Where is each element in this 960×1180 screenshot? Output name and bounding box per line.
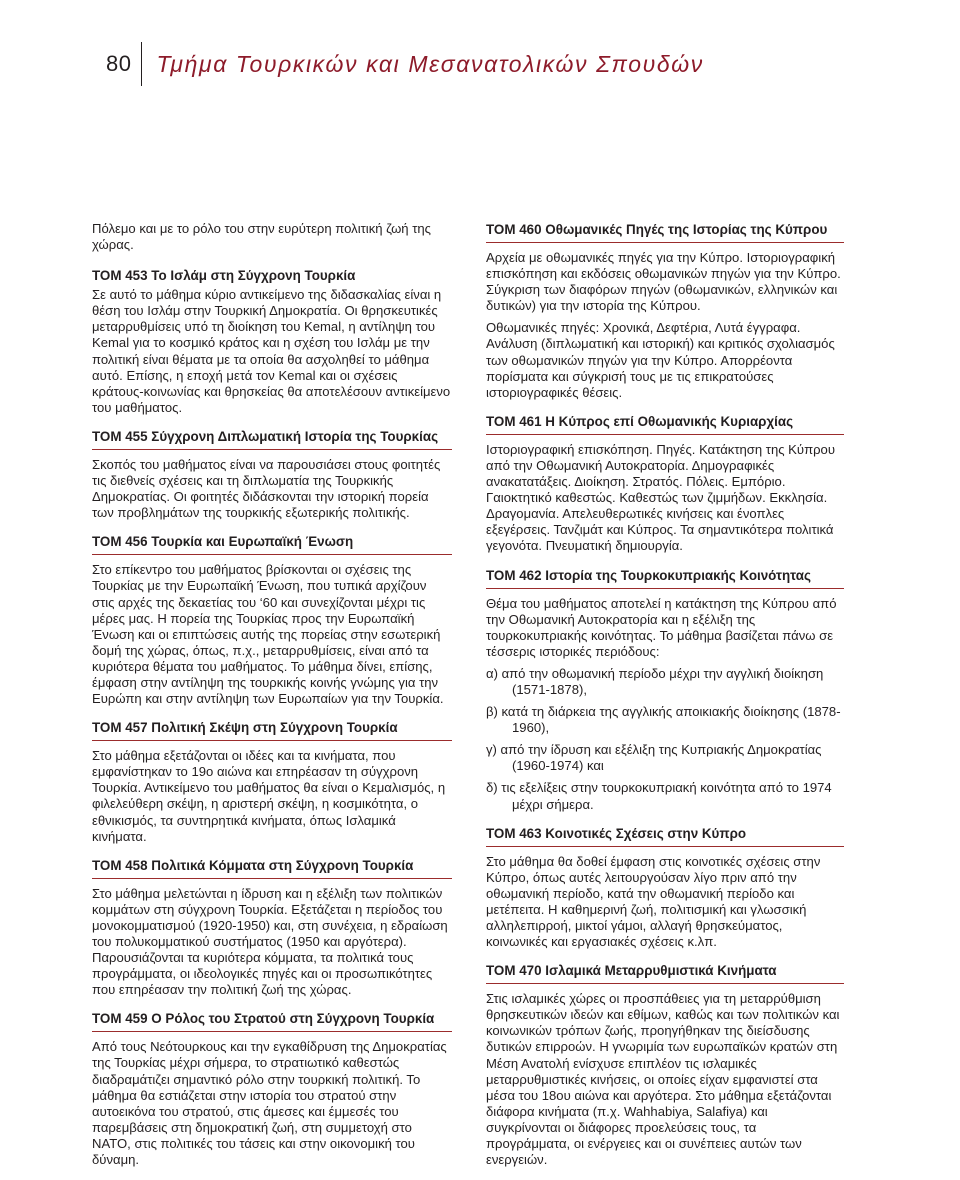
course-heading: ΤΟΜ 460 Οθωμανικές Πηγές της Ιστορίας της Κύπρου: [486, 221, 844, 243]
course-tom-453: [92, 267, 452, 416]
course-tom-456: [92, 533, 452, 707]
page-title: Τμήμα Τουρκικών και Μεσανατολικών Σπουδών: [156, 50, 704, 77]
course-paragraph: Αρχεία με οθωμανικές πηγές για την Κύπρο. Ιστοριογραφική επισκόπηση και εκδόσεις οθωμανικών πηγών για την Κύπρο. Σύγκριση των διαφόρων πηγών (οθωμανικών, ελληνικών και δυτικών) για την ιστορία της Κύπρου.: [486, 250, 841, 314]
course-tom-459: [92, 1010, 452, 1168]
course-tom-458: [92, 857, 452, 999]
course-tom-463: [486, 825, 844, 951]
course-paragraph: Θέμα του μαθήματος αποτελεί η κατάκτηση της Κύπρου από την Οθωμανική Αυτοκρατορία και η εξέλιξη της τουρκοκυπριακής κοινότητας. Το μάθημα βασίζεται πάνω σε τέσσερις ιστορικές περιόδους:: [486, 595, 837, 659]
intro-paragraph: Πόλεμο και με το ρόλο του στην ευρύτερη πολιτική ζωή της χώρας.: [92, 221, 431, 253]
course-paragraph: Στο επίκεντρο του μαθήματος βρίσκονται οι σχέσεις της Τουρκίας με την Ευρωπαϊκή Ένωση, που τυπικά αρχίζουν στις αρχές της δεκαετίας του ‘60 και συνεχίζονται μέχρι τις μέρες μας. Η πορεία της Τουρκίας προς την Ευρωπαϊκή Ένωση και οι επιπτώσεις αυτής της πορείας στην εσωτερική δομή της χώρας, όπως, π.χ., μεταρρυθμίσεις, είναι από τα κυριότερα θέματα του μαθήματος. Το μάθημα δίνει, επίσης, έμφαση στην αντίληψη της τουρκικής κοινής γνώμης για την Ευρώπη και στην αντίληψη των Ευρωπαίων για την Τουρκία.: [92, 562, 444, 707]
course-heading: ΤΟΜ 456 Τουρκία και Ευρωπαϊκή Ένωση: [92, 533, 452, 555]
course-heading: ΤΟΜ 461 Η Κύπρος επί Οθωμανικής Κυριαρχίας: [486, 413, 844, 435]
period-list-item: β) κατά τη διάρκεια της αγγλικής αποικιακής διοίκησης (1878-1960),: [486, 704, 841, 736]
course-tom-457: [92, 719, 452, 845]
course-tom-461: [486, 413, 844, 555]
course-paragraph: Από τους Νεότουρκους και την εγκαθίδρυση της Δημοκρατίας της Τουρκίας μέχρι σήμερα, το στρατιωτικό καθεστώς διαδραμάτιζει σημαντικό ρόλο στην τουρκική πολιτική. Το μάθημα θα εστιάζεται στην ιστορία του στρατού στην αυτοεικόνα του στρατού, στις άμεσες και έμμεσές του παρεμβάσεις στη δημοκρατική ζωή, στη συμμετοχή στο ΝΑΤΟ, στις πολιτικές του τάσεις και στην οικονομική του δύναμη.: [92, 1039, 447, 1168]
course-paragraph: Στο μάθημα μελετώνται η ίδρυση και η εξέλιξη των πολιτικών κομμάτων στη σύγχρονη Τουρκία. Εξετάζεται η περίοδος του μονοκομματισμού (1920-1950) και, στη συνέχεια, η εδραίωση του πολυκομματικού συστήματος (1950 και αργότερα). Παρουσιάζονται τα κυριότερα κόμματα, τα πολιτικά τους προγράμματα, οι ιδεολογικές πηγές και οι προσωπικότητες που επηρέασαν την πολιτική ζωή της χώρας.: [92, 885, 448, 998]
course-tom-470: [486, 962, 844, 1168]
period-list-item: δ) τις εξελίξεις στην τουρκοκυπριακή κοινότητα από το 1974 μέχρι σήμερα.: [486, 780, 832, 812]
right-column: [486, 221, 844, 1180]
left-column: [92, 221, 452, 1180]
header-divider: [141, 42, 142, 86]
course-paragraph: Σε αυτό το μάθημα κύριο αντικείμενο της διδασκαλίας είναι η θέση του Ισλάμ στην Τουρκική Δημοκρατία. Οι θρησκευτικές μεταρρυθμίσεις υπό τη διοίκηση του Kemal, η αντίληψη του Kemal για το κοσμικό κράτος και η σχέση του Ισλάμ με την πολιτική είναι θέματα με τα οποία θα ασχοληθεί το μάθημα αυτό. Επίσης, η εποχή μετά τον Kemal και οι σχέσεις κράτους-κοινωνίας και θρησκείας θα αποτελέσουν αντικείμενο του μαθήματος.: [92, 287, 451, 415]
period-list-item: γ) από την ίδρυση και εξέλιξη της Κυπριακής Δημοκρατίας (1960-1974) και: [486, 742, 822, 774]
course-tom-455: [92, 428, 452, 521]
course-heading: ΤΟΜ 463 Κοινοτικές Σχέσεις στην Κύπρο: [486, 825, 844, 847]
course-tom-462: [486, 567, 844, 813]
course-tom-460: [486, 221, 844, 401]
course-heading: ΤΟΜ 455 Σύγχρονη Διπλωματική Ιστορία της Τουρκίας: [92, 428, 452, 450]
course-paragraph: Σκοπός του μαθήματος είναι να παρουσιάσει στους φοιτητές τις διεθνείς σχέσεις και τη διπλωματία της Τουρκικής Δημοκρατίας. Οι φοιτητές διδάσκονται την ιστορική πορεία των προβλημάτων της τουρκικής εξωτερικής πολιτικής.: [92, 456, 441, 521]
course-heading: ΤΟΜ 458 Πολιτικά Κόμματα στη Σύγχρονη Τουρκία: [92, 857, 452, 879]
course-heading: ΤΟΜ 453 Το Ισλάμ στη Σύγχρονη Τουρκία: [92, 268, 356, 284]
course-paragraph: Στο μάθημα θα δοθεί έμφαση στις κοινοτικές σχέσεις στην Κύπρο, όπως αυτές λειτουργούσαν λίγο πριν από την οθωμανική περίοδο, κατά την οθωμανική περίοδο και μετέπειτα. Η καθημερινή ζωή, πολιτισμική και γλωσσική αλληλεπιρροή, μικτοί γάμοι, αλλαγή θρησκεύματος, κοινωνικές και εργασιακές σχέσεις κ.λπ.: [486, 853, 821, 950]
page-header: [106, 40, 704, 88]
period-list-item: α) από την οθωμανική περίοδο μέχρι την αγγλική διοίκηση (1571-1878),: [486, 665, 824, 697]
page-number: 80: [106, 51, 132, 76]
course-heading: ΤΟΜ 459 Ο Ρόλος του Στρατού στη Σύγχρονη Τουρκία: [92, 1010, 452, 1032]
course-heading: ΤΟΜ 462 Ιστορία της Τουρκοκυπριακής Κοινότητας: [486, 567, 844, 589]
course-heading: ΤΟΜ 470 Ισλαμικά Μεταρρυθμιστικά Κινήματα: [486, 962, 844, 984]
course-paragraph: Στο μάθημα εξετάζονται οι ιδέες και τα κινήματα, που εμφανίστηκαν το 19ο αιώνα και επηρέασαν τη σύγχρονη Τουρκία. Αντικείμενο του μαθήματος θα είναι ο Κεμαλισμός, η φιλελεύθερη σκέψη, η αριστερή σκέψη, η κοσμικότητα, ο εθνικισμός, τα συντηρητικά κινήματα, όπως Ισλαμικά κινήματα.: [92, 748, 446, 844]
course-paragraph: Οθωμανικές πηγές: Χρονικά, Δεφτέρια, Λυτά έγγραφα. Ανάλυση (διπλωματική και ιστορική) και κριτικός σχολιασμός των οθωμανικών πηγών για την Κύπρο. Απορρέοντα πορίσματα και σύγκρισή τους με τις επικρατούσες ιστοριογραφικές θέσεις.: [486, 320, 835, 400]
course-heading: ΤΟΜ 457 Πολιτική Σκέψη στη Σύγχρονη Τουρκία: [92, 719, 452, 741]
course-paragraph: Στις ισλαμικές χώρες οι προσπάθειες για τη μεταρρύθμιση θρησκευτικών ιδεών και εθίμων, καθώς και των πολιτικών και κοινωνικών τρόπων ζωής, προηγήθηκαν της διείσδυσης δυτικών επιρροών. Η γνωριμία των ευρωπαϊκών κρατών στη Μέση Ανατολή ενίσχυσε επιπλέον τις ισλαμικές μεταρρυθμιστικές κινήσεις, οι οποίες είχαν εμφανιστεί στα μέσα του 18ου αιώνα και αργότερα. Στο μάθημα εξετάζονται διάφορα κινήματα (π.χ. Wahhabiya, Salafiya) και συγκρίνονται οι διάφορες προελεύσεις τους, τα προγράμματα, οι ενέργειες και οι συνέπειες αυτών των ενεργειών.: [486, 991, 840, 1168]
course-paragraph: Ιστοριογραφική επισκόπηση. Πηγές. Κατάκτηση της Κύπρου από την Οθωμανική Αυτοκρατορία. Δημογραφικές ανακατατάξεις. Διοίκηση. Στρατός. Πόλεις. Εμπόριο. Γαιοκτητικό καθεστώς. Καθεστώς των ζιμμήδων. Εκκλησία. Δραγομανία. Απελευθερωτικές κινήσεις και ένοπλες εξεγέρσεις. Τανζιμάτ και Κύπρος. Τα σημαντικότερα πολιτικά γεγονότα. Πνευματική δημιουργία.: [486, 441, 835, 554]
